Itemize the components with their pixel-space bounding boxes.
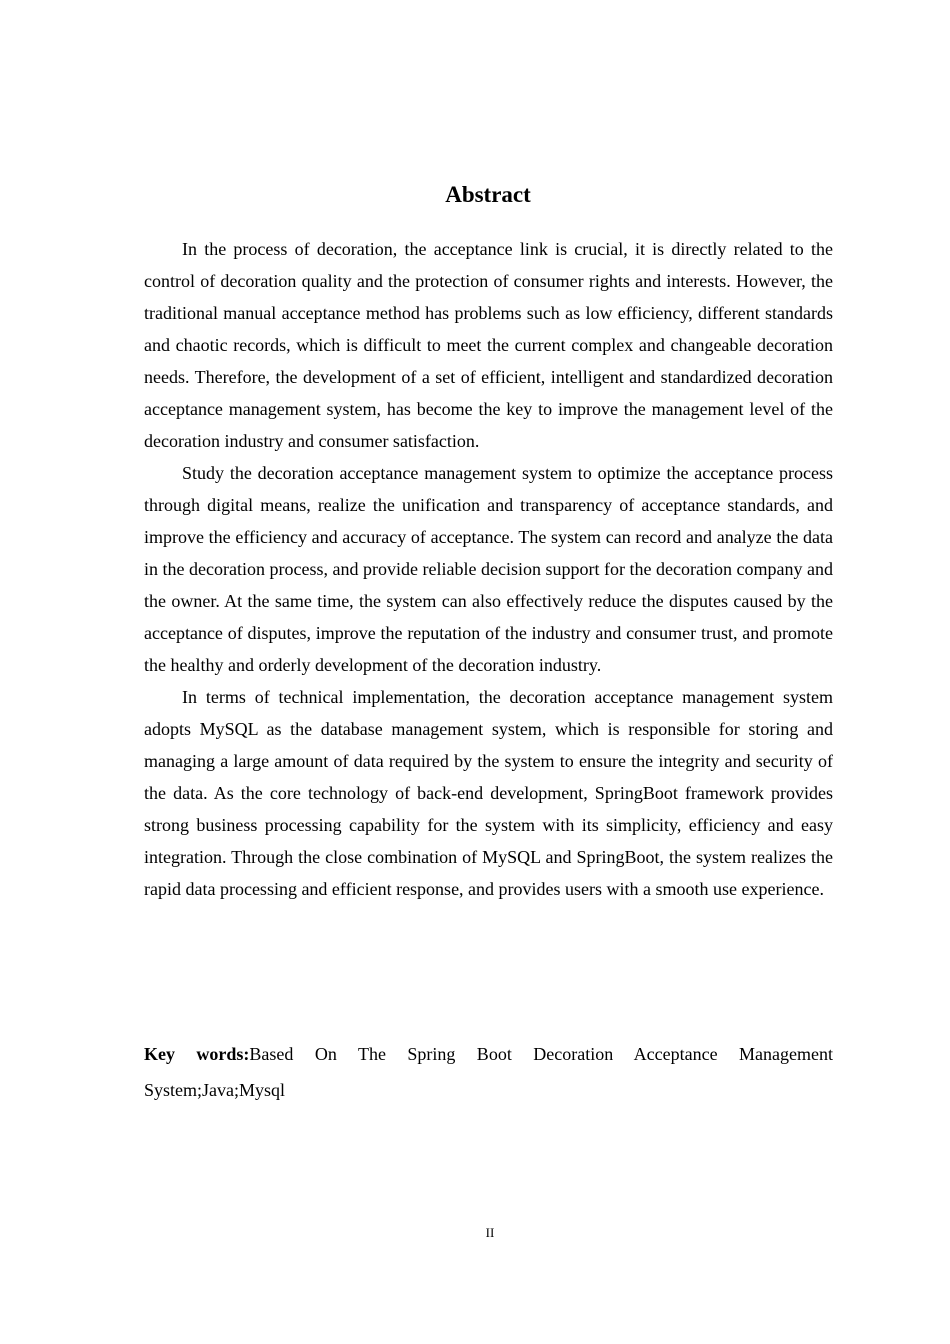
abstract-paragraph-1: In the process of decoration, the acceptance link is crucial, it is directly related to the control of decoration quality and the protection of consumer rights and interests. However, the traditional manual acceptance method has problems such as low efficiency, different standards and chaotic records, which is difficult to meet the current complex and changeable decoration needs. Therefore, the development of a set of efficient, intelligent and standardized decoration acceptance management system, has become the key to improve the management level of the decoration industry and consumer satisfaction. (144, 239, 833, 451)
page-number: II (485, 1225, 495, 1240)
abstract-paragraph-3: In terms of technical implementation, the decoration acceptance management system adopts MySQL as the database management system, which is responsible for storing and managing a large amount of data required by the system to ensure the integrity and security of the data. As the core technology of back-end development, SpringBoot framework provides strong business processing capability for the system with its simplicity, efficiency and easy integration. Through the close combination of MySQL and SpringBoot, the system realizes the rapid data processing and efficient response, and provides users with a smooth use experience. (144, 687, 833, 899)
abstract-body (144, 233, 833, 905)
keywords-text: Based On The Spring Boot Decoration Acceptance Management System;Java;Mysql (144, 1044, 833, 1100)
keywords-label: Key words: (144, 1044, 250, 1064)
keywords-line (144, 1036, 833, 1108)
abstract-title: Abstract (445, 182, 531, 207)
abstract-paragraph-2: Study the decoration acceptance management system to optimize the acceptance process through digital means, realize the unification and transparency of acceptance standards, and improve the efficiency and accuracy of acceptance. The system can record and analyze the data in the decoration process, and provide reliable decision support for the decoration company and the owner. At the same time, the system can also effectively reduce the disputes caused by the acceptance of disputes, improve the reputation of the industry and consumer trust, and promote the healthy and orderly development of the decoration industry. (144, 463, 833, 675)
